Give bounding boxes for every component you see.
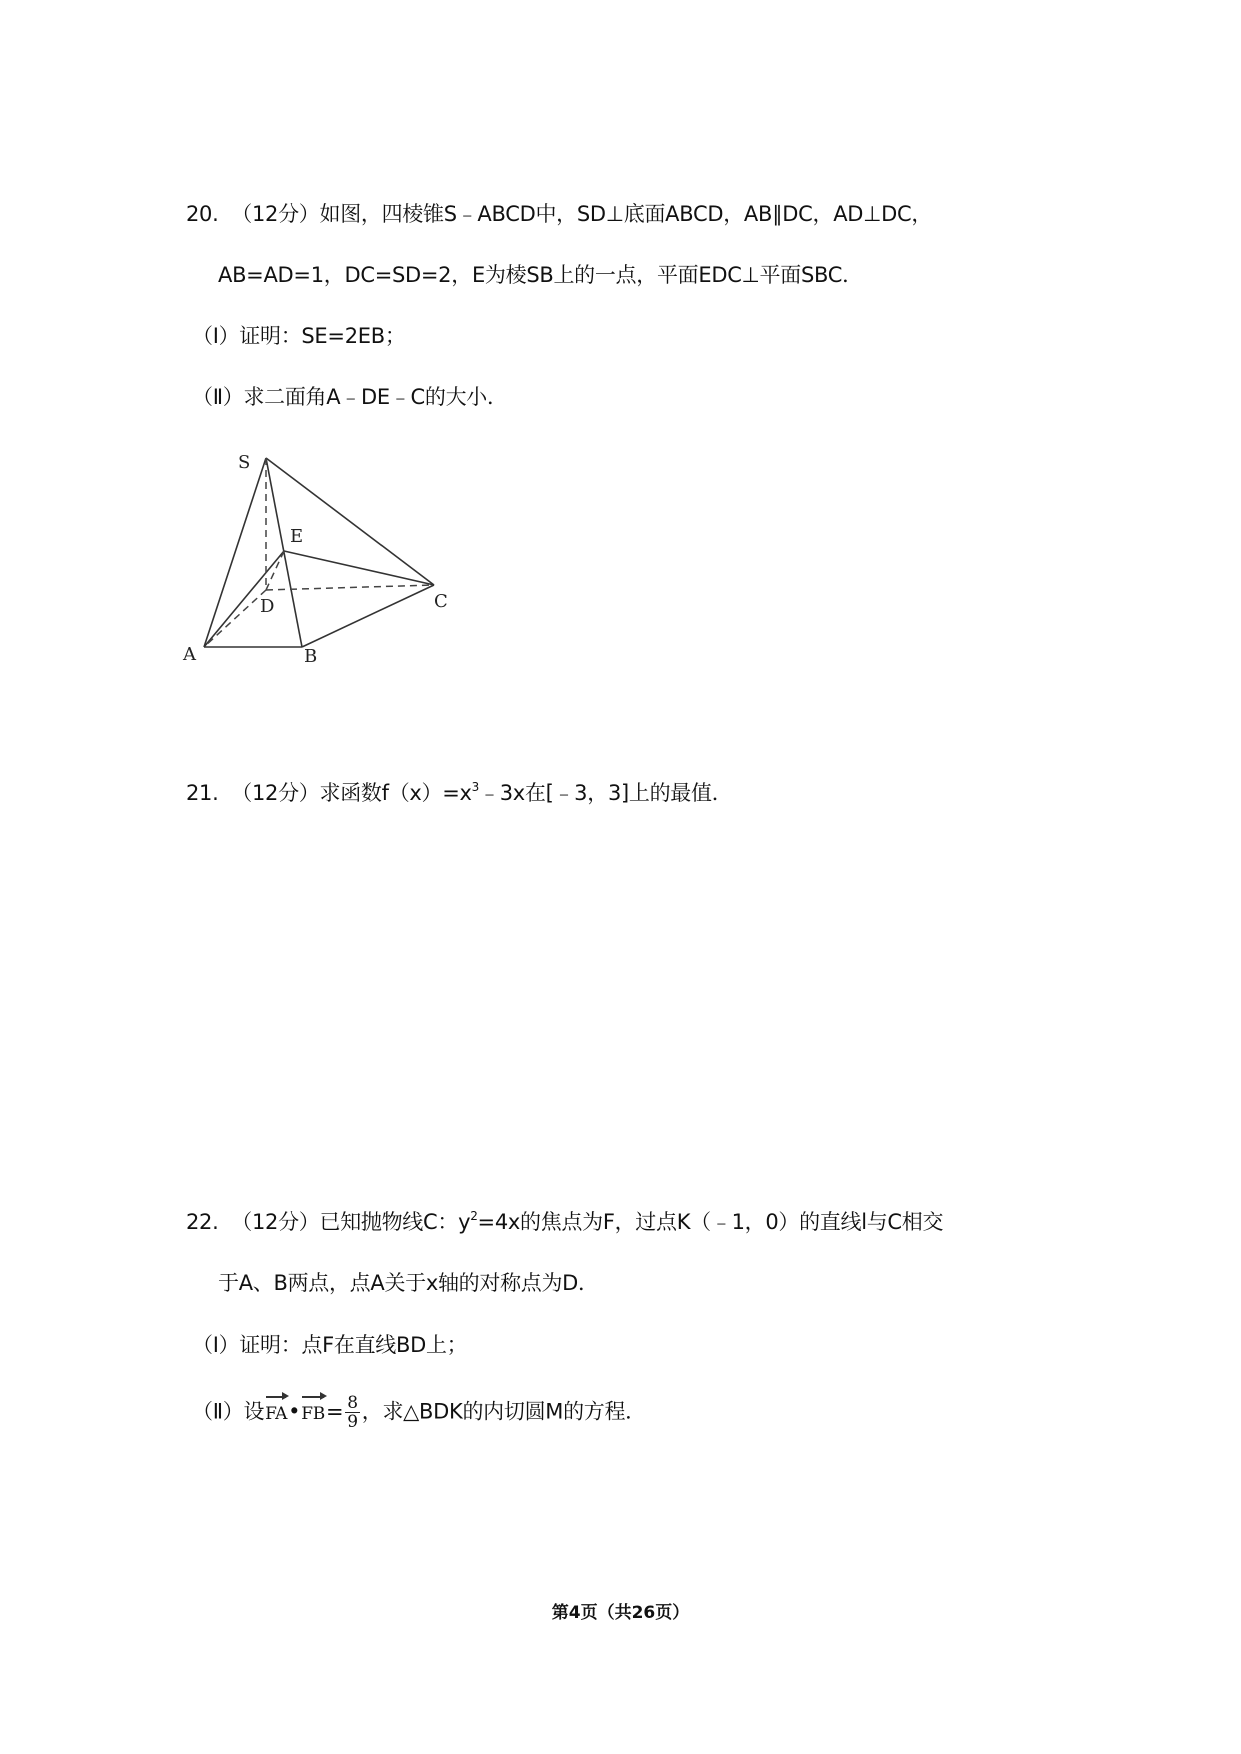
part-text: 设 (243, 1399, 265, 1424)
vertex-label-b: B (304, 646, 318, 667)
fraction (345, 1394, 360, 1431)
part-label: （Ⅱ） (192, 385, 244, 409)
problem-number: 21. (186, 781, 219, 805)
pyramid-figure (170, 440, 470, 670)
problem-text: 求函数f（x）=x (319, 781, 472, 805)
part-label: （Ⅱ） (192, 1399, 244, 1424)
vertex-label-e: E (290, 526, 304, 547)
fraction-denominator: 9 (347, 1412, 358, 1432)
page-footer: 第4页（共26页） (551, 1603, 690, 1623)
vector-fa: FA (265, 1399, 287, 1429)
equals-sign: = (325, 1399, 344, 1424)
problem-22-part-1 (192, 1330, 467, 1360)
problem-22-part-2 (192, 1394, 646, 1431)
problem-text: ﹣3x在[﹣3，3]上的最值． (479, 781, 733, 805)
problem-text: =4x的焦点为F，过点K（﹣1，0）的直线l与C相交 (477, 1210, 944, 1234)
problem-number: 22. (186, 1210, 219, 1234)
problem-score: （12分） (231, 202, 320, 226)
problem-20-part-2 (192, 382, 508, 412)
part-text: ，求△BDK的内切圆M的方程． (361, 1399, 646, 1424)
vertex-label-d: D (260, 596, 275, 617)
exponent: 2 (470, 1209, 478, 1223)
problem-20-stem-line2: AB=AD=1，DC=SD=2，E为棱SB上的一点，平面EDC⊥平面SBC． (218, 263, 863, 287)
problem-22-stem-line2: 于A、B两点，点A关于x轴的对称点为D． (218, 1271, 599, 1295)
part-text: 证明：SE=2EB； (239, 324, 406, 348)
vertex-label-a: A (183, 644, 196, 665)
part-text: 证明：点F在直线BD上； (239, 1333, 468, 1357)
vertex-label-s: S (238, 452, 251, 473)
problem-text: 已知抛物线C：y (319, 1210, 471, 1234)
problem-20-stem-line1 (186, 199, 932, 229)
problem-21-stem (186, 778, 732, 808)
problem-score: （12分） (231, 781, 320, 805)
vector-fb: FB (301, 1399, 325, 1429)
part-label: （Ⅰ） (192, 1333, 240, 1357)
problem-text: 如图，四棱锥S﹣ABCD中，SD⊥底面ABCD，AB∥DC，AD⊥DC， (319, 202, 933, 226)
problem-20-part-1 (192, 321, 406, 351)
vertex-label-c: C (434, 591, 448, 612)
part-text: 求二面角A﹣DE﹣C的大小． (243, 385, 508, 409)
problem-number: 20. (186, 202, 219, 226)
exponent: 3 (471, 780, 479, 794)
problem-score: （12分） (231, 1210, 320, 1234)
part-label: （Ⅰ） (192, 324, 240, 348)
dot-operator: • (288, 1399, 301, 1424)
fraction-numerator: 8 (347, 1393, 358, 1413)
problem-22-stem-line1 (186, 1207, 943, 1237)
